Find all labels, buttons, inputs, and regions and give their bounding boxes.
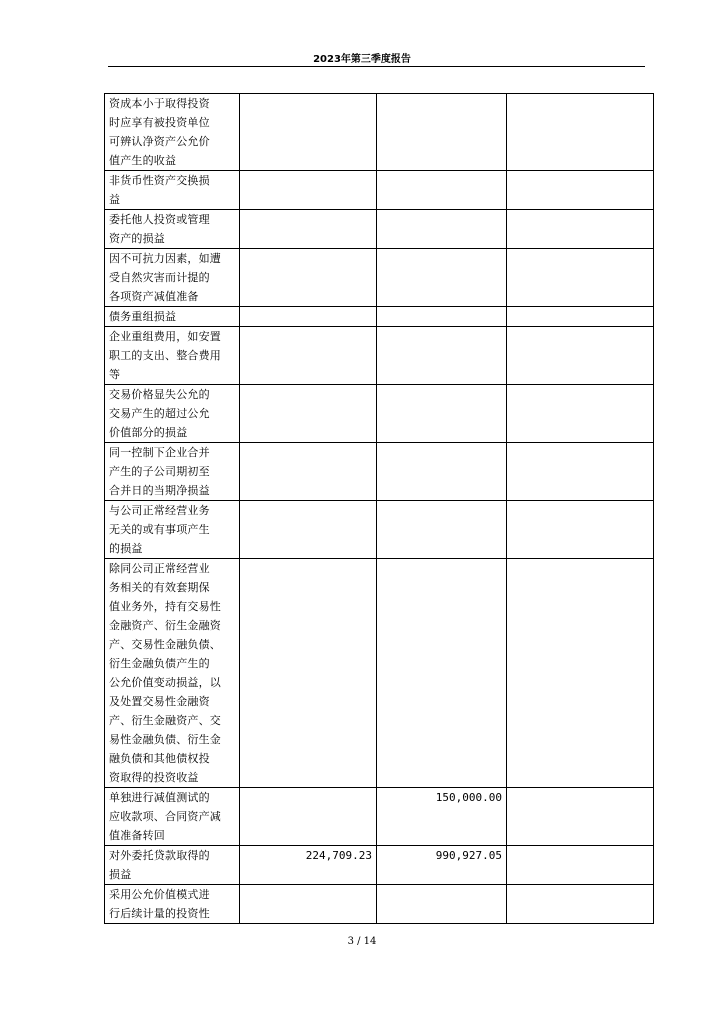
year-to-date-amount-cell bbox=[377, 94, 507, 171]
current-period-amount-cell bbox=[240, 327, 377, 385]
item-name-cell: 采用公允价值模式进 行后续计量的投资性 bbox=[105, 885, 240, 924]
page-number: 3 / 14 bbox=[347, 936, 377, 947]
remark-cell bbox=[507, 307, 654, 327]
remark-cell bbox=[507, 885, 654, 924]
current-period-amount-cell bbox=[240, 788, 377, 846]
item-name-cell: 因不可抗力因素，如遭 受自然灾害而计提的 各项资产减值准备 bbox=[105, 249, 240, 307]
year-to-date-amount-cell: 990,927.05 bbox=[377, 846, 507, 885]
current-period-amount-cell bbox=[240, 249, 377, 307]
non-recurring-items-table bbox=[104, 93, 654, 924]
current-period-amount-cell bbox=[240, 94, 377, 171]
table-row bbox=[105, 846, 654, 885]
table-row bbox=[105, 249, 654, 307]
current-period-amount-cell bbox=[240, 307, 377, 327]
table-row bbox=[105, 171, 654, 210]
item-name-cell: 委托他人投资或管理 资产的损益 bbox=[105, 210, 240, 249]
table-row bbox=[105, 385, 654, 443]
year-to-date-amount-cell bbox=[377, 249, 507, 307]
table-row bbox=[105, 885, 654, 924]
remark-cell bbox=[507, 559, 654, 788]
item-name-cell: 同一控制下企业合并 产生的子公司期初至 合并日的当期净损益 bbox=[105, 443, 240, 501]
table-row bbox=[105, 94, 654, 171]
item-name-cell: 交易价格显失公允的 交易产生的超过公允 价值部分的损益 bbox=[105, 385, 240, 443]
remark-cell bbox=[507, 501, 654, 559]
item-name-cell: 对外委托贷款取得的 损益 bbox=[105, 846, 240, 885]
table-row bbox=[105, 307, 654, 327]
item-name-cell: 单独进行减值测试的 应收款项、合同资产减 值准备转回 bbox=[105, 788, 240, 846]
year-to-date-amount-cell bbox=[377, 327, 507, 385]
table-row bbox=[105, 788, 654, 846]
item-name-cell: 资成本小于取得投资 时应享有被投资单位 可辨认净资产公允价 值产生的收益 bbox=[105, 94, 240, 171]
item-name-cell: 债务重组损益 bbox=[105, 307, 240, 327]
current-period-amount-cell bbox=[240, 443, 377, 501]
current-period-amount-cell bbox=[240, 885, 377, 924]
item-name-cell: 与公司正常经营业务 无关的或有事项产生 的损益 bbox=[105, 501, 240, 559]
table-row bbox=[105, 443, 654, 501]
year-to-date-amount-cell bbox=[377, 385, 507, 443]
current-period-amount-cell bbox=[240, 171, 377, 210]
year-to-date-amount-cell bbox=[377, 443, 507, 501]
remark-cell bbox=[507, 94, 654, 171]
table-row bbox=[105, 327, 654, 385]
year-to-date-amount-cell bbox=[377, 171, 507, 210]
remark-cell bbox=[507, 327, 654, 385]
year-to-date-amount-cell bbox=[377, 210, 507, 249]
remark-cell bbox=[507, 788, 654, 846]
header-divider bbox=[108, 66, 645, 67]
remark-cell bbox=[507, 171, 654, 210]
item-name-cell: 非货币性资产交换损 益 bbox=[105, 171, 240, 210]
table-row bbox=[105, 559, 654, 788]
year-to-date-amount-cell: 150,000.00 bbox=[377, 788, 507, 846]
year-to-date-amount-cell bbox=[377, 307, 507, 327]
table-row bbox=[105, 501, 654, 559]
current-period-amount-cell: 224,709.23 bbox=[240, 846, 377, 885]
remark-cell bbox=[507, 249, 654, 307]
current-period-amount-cell bbox=[240, 385, 377, 443]
current-period-amount-cell bbox=[240, 210, 377, 249]
current-period-amount-cell bbox=[240, 501, 377, 559]
year-to-date-amount-cell bbox=[377, 501, 507, 559]
year-to-date-amount-cell bbox=[377, 559, 507, 788]
page-header: 2023年第三季度报告 bbox=[313, 54, 411, 65]
item-name-cell: 除同公司正常经营业 务相关的有效套期保 值业务外，持有交易性 金融资产、衍生金融资 产、交易性金融负债、 衍生金融负债产生的 公允价值变动损益，以 及处置交易性金融资 产、衍生金融资产、交 易性金融负债、衍生金 融负债和其他债权投 资取得的投资收益 bbox=[105, 559, 240, 788]
remark-cell bbox=[507, 846, 654, 885]
item-name-cell: 企业重组费用，如安置 职工的支出、整合费用 等 bbox=[105, 327, 240, 385]
remark-cell bbox=[507, 443, 654, 501]
remark-cell bbox=[507, 385, 654, 443]
current-period-amount-cell bbox=[240, 559, 377, 788]
table-body bbox=[105, 94, 654, 924]
table-row bbox=[105, 210, 654, 249]
year-to-date-amount-cell bbox=[377, 885, 507, 924]
remark-cell bbox=[507, 210, 654, 249]
